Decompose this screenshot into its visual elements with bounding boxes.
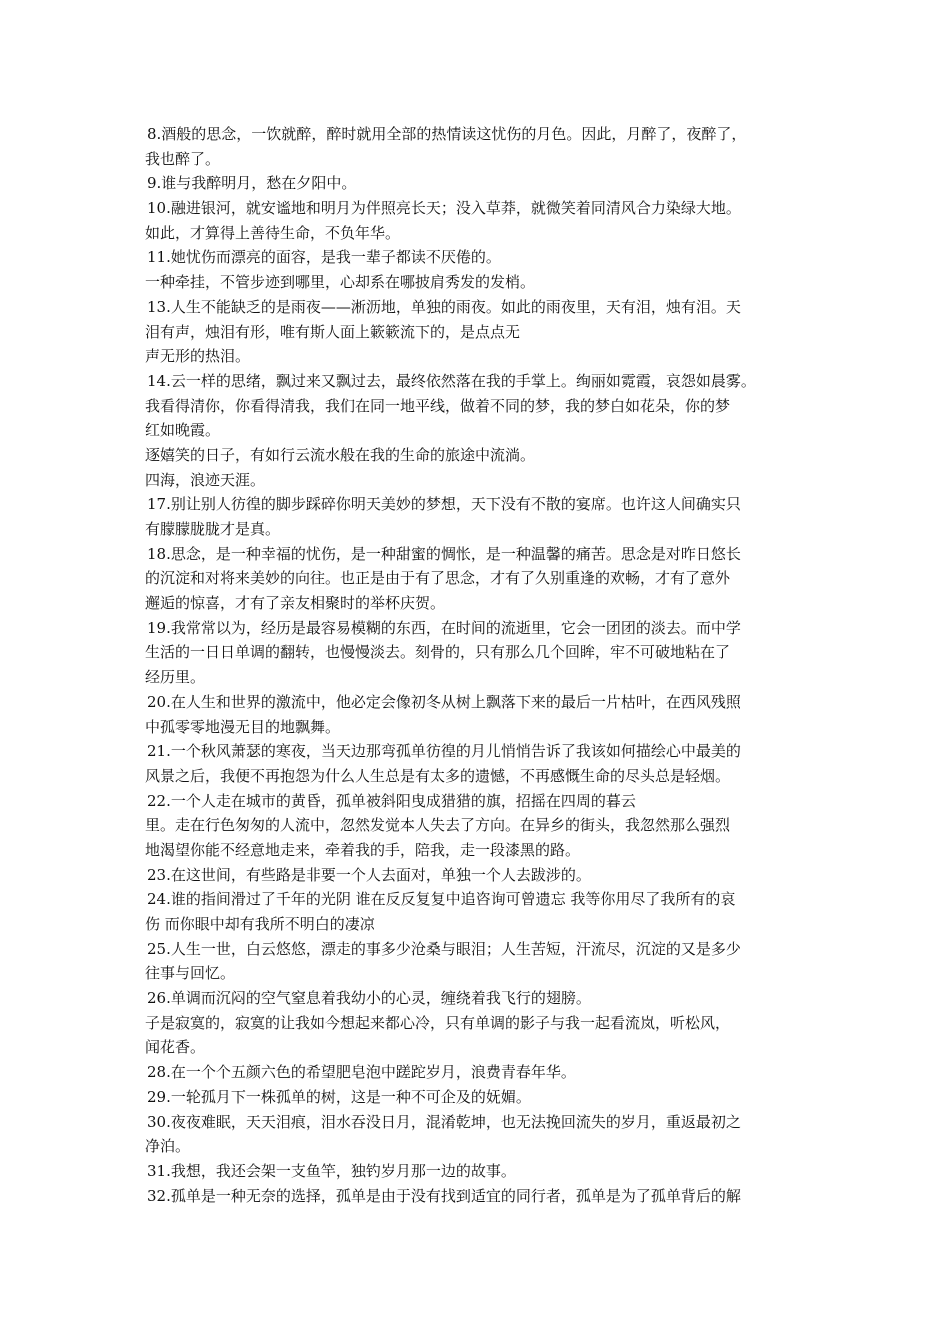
text-line: 8.酒般的思念，一饮就醉，醉时就用全部的热情读这忧伤的月色。因此，月醉了，夜醉了， (147, 125, 747, 143)
text-line: 子是寂寞的，寂寞的让我如今想起来都心冷，只有单调的影子与我一起看流岚，听松风， (145, 1013, 731, 1032)
text-line: 21.一个秋风萧瑟的寒夜，当天边那弯孤单彷徨的月儿悄悄告诉了我该如何描绘心中最美的 (147, 742, 741, 761)
text-line: 20.在人生和世界的激流中，他必定会像初冬从树上飘落下来的最后一片枯叶，在西风残照 (147, 692, 741, 711)
text-line: 22.一个人走在城市的黄昏，孤单被斜阳曳成猎猎的旗，招摇在四周的暮云 (147, 791, 636, 810)
text-line: 闻花香。 (145, 1038, 206, 1057)
text-line: 有朦朦胧胧才是真。 (145, 520, 281, 538)
text-line: 红如晚霞。 (145, 421, 221, 440)
text-line: 10.融进银河，就安谧地和明月为伴照亮长天；没入草莽，就微笑着同清风合力染绿大地。 (147, 199, 741, 218)
text-line: 23.在这世间，有些路是非要一个人去面对，单独一个人去跋涉的。 (147, 865, 591, 884)
text-line: 18.思念，是一种幸福的忧伤，是一种甜蜜的惆怅，是一种温馨的痛苦。思念是对昨日悠长 (147, 544, 741, 563)
text-line: 逐嬉笑的日子，有如行云流水般在我的生命的旅途中流淌。 (145, 445, 536, 464)
text-line: 往事与回忆。 (145, 964, 236, 983)
text-line: 32.孤单是一种无奈的选择，孤单是由于没有找到适宜的同行者，孤单是为了孤单背后的解 (147, 1186, 741, 1205)
text-line: 邂逅的惊喜，才有了亲友相聚时的举杯庆贺。 (145, 594, 446, 613)
text-line: 25.人生一世，白云悠悠，漂走的事多少沧桑与眼泪；人生苦短，汗流尽，沉淀的又是多少 (147, 939, 741, 958)
text-line: 伤 而你眼中却有我所不明白的凄凉 (145, 915, 375, 933)
text-line: 13.人生不能缺乏的是雨夜——淅沥地，单独的雨夜。如此的雨夜里，天有泪，烛有泪。天 (147, 297, 741, 316)
text-line: 风景之后，我便不再抱怨为什么人生总是有太多的遗憾，不再感慨生命的尽头总是轻烟。 (145, 766, 731, 785)
text-line: 净泊。 (145, 1137, 191, 1156)
text-line: 中孤零零地漫无目的地飘舞。 (145, 717, 341, 736)
text-line: 如此，才算得上善待生命，不负年华。 (145, 223, 401, 242)
text-line: 的沉淀和对将来美妙的向往。也正是由于有了思念，才有了久别重逢的欢畅，才有了意外 (145, 569, 731, 588)
text-line: 28.在一个个五颜六色的希望肥皂泡中蹉跎岁月，浪费青春年华。 (147, 1063, 576, 1082)
text-line: 17.别让别人彷徨的脚步踩碎你明天美妙的梦想，天下没有不散的宴席。也许这人间确实只 (147, 495, 741, 514)
text-line: 9.谁与我醉明月，愁在夕阳中。 (147, 174, 357, 193)
text-line: 我也醉了。 (145, 149, 221, 168)
text-line: 30.夜夜难眠，天天泪痕，泪水吞没日月，混淆乾坤，也无法挽回流失的岁月，重返最初之 (147, 1112, 741, 1131)
text-line: 19.我常常以为，经历是最容易模糊的东西，在时间的流逝里，它会一团团的淡去。而中学 (147, 618, 741, 637)
text-line: 里。走在行色匆匆的人流中，忽然发觉本人失去了方向。在异乡的街头，我忽然那么强烈 (145, 816, 731, 835)
text-line: 四海，浪迹天涯。 (145, 470, 266, 489)
text-line: 地渴望你能不经意地走来，牵着我的手，陪我，走一段漆黑的路。 (145, 840, 581, 859)
text-line: 14.云一样的思绪，飘过来又飘过去，最终依然落在我的手掌上。绚丽如霓霞，哀怨如晨雾。 (147, 371, 756, 390)
text-line: 一种牵挂，不管步迹到哪里，心却系在哪披肩秀发的发梢。 (145, 273, 536, 292)
text-line: 29.一轮孤月下一株孤单的树，这是一种不可企及的妩媚。 (147, 1087, 531, 1106)
text-line: 声无形的热泪。 (145, 347, 251, 366)
document-body (145, 122, 815, 1208)
text-line: 31.我想，我还会架一支鱼竿，独钓岁月那一边的故事。 (147, 1161, 516, 1180)
text-line: 经历里。 (145, 668, 206, 687)
text-line: 我看得清你，你看得清我，我们在同一地平线，做着不同的梦，我的梦白如花朵，你的梦 (145, 396, 731, 415)
text-line: 生活的一日日单调的翻转，也慢慢淡去。刻骨的，只有那么几个回眸，牢不可破地粘在了 (145, 643, 731, 662)
text-line: 泪有声，烛泪有形，唯有斯人面上簌簌流下的，是点点无 (145, 322, 521, 341)
text-line: 26.单调而沉闷的空气窒息着我幼小的心灵，缠绕着我飞行的翅膀。 (147, 989, 591, 1008)
text-line: 24.谁的指间滑过了千年的光阴 谁在反反复复中追咨询可曾遗忘 我等你用尽了我所有的哀 (147, 890, 736, 909)
text-line: 11.她忧伤而漂亮的面容，是我一辈子都读不厌倦的。 (147, 248, 501, 267)
